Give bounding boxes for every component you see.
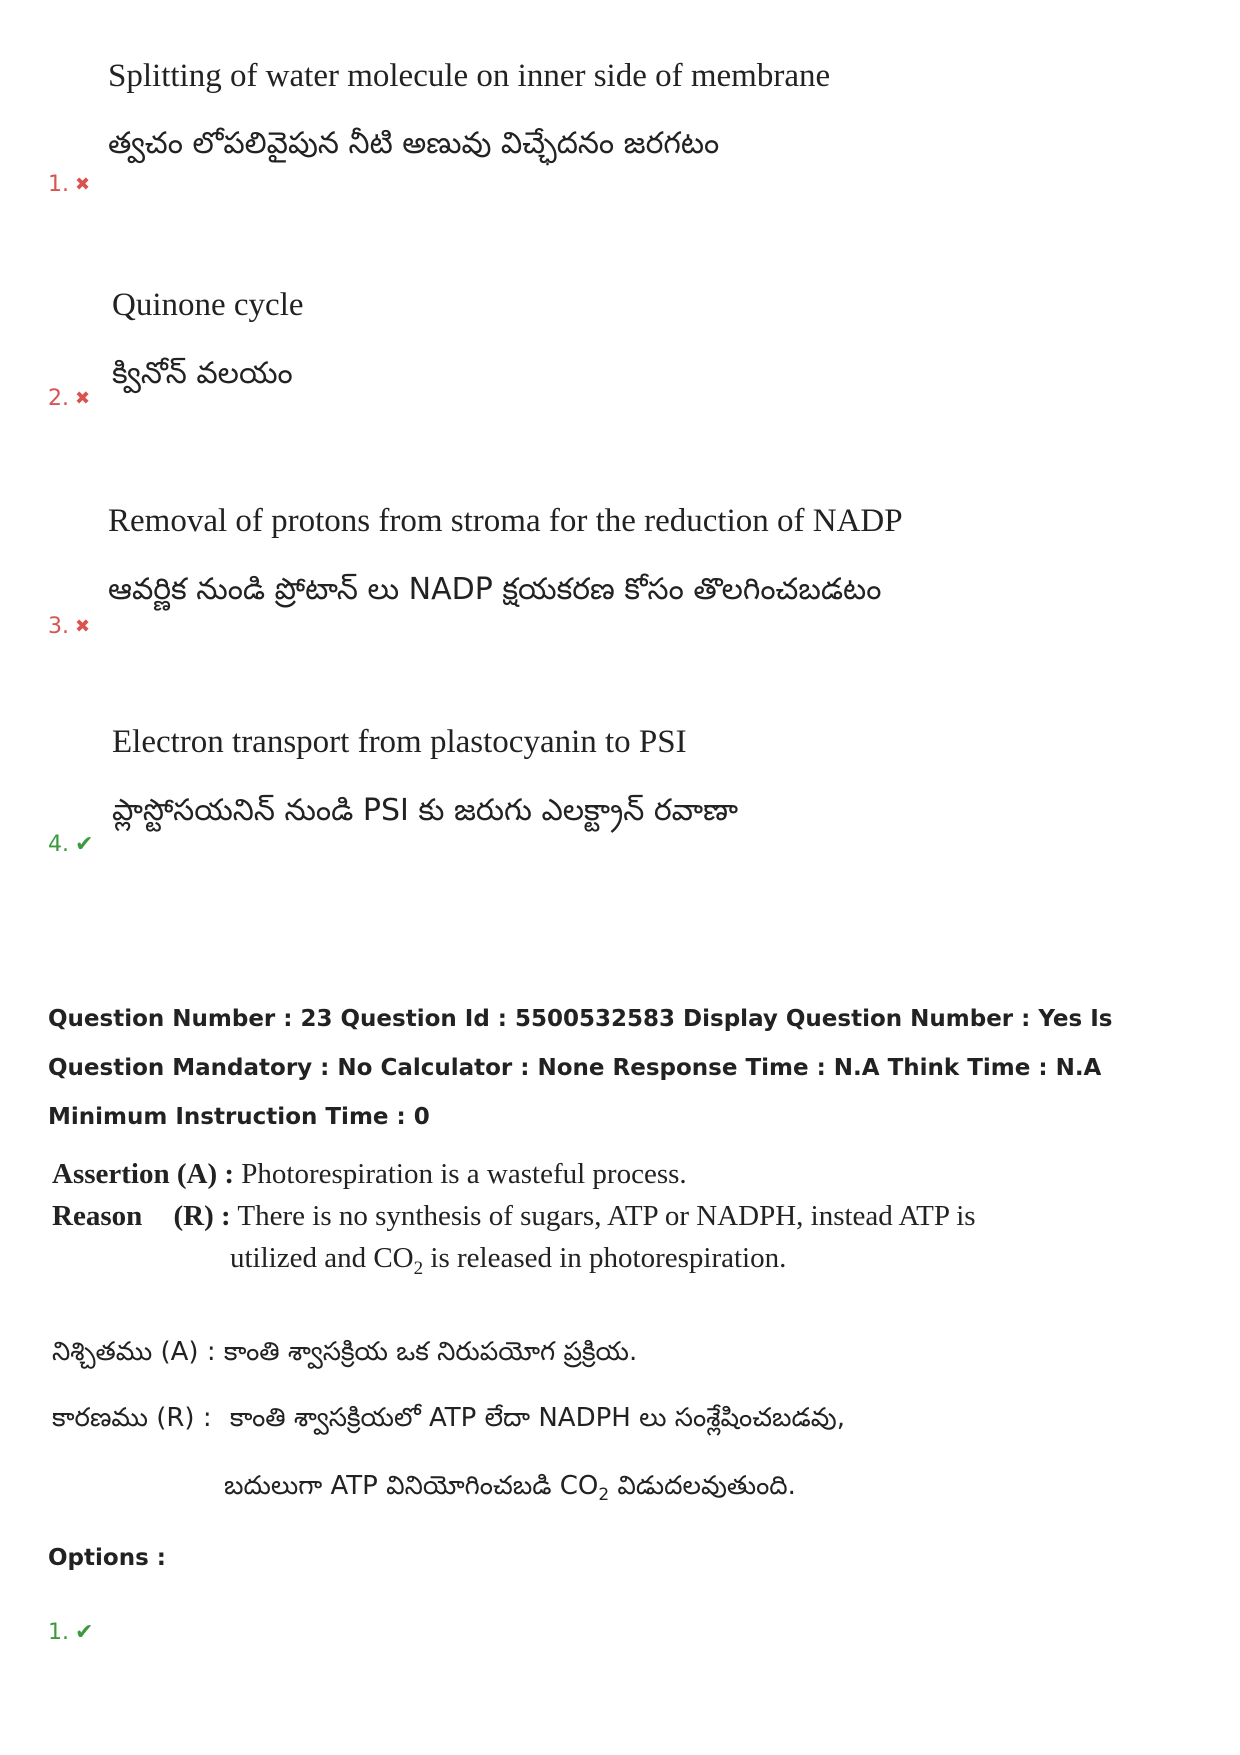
reason-co2-subscript: 2 xyxy=(413,1257,424,1279)
option-1-marker xyxy=(48,172,90,197)
reason-te-co2-subscript: 2 xyxy=(598,1485,610,1506)
option-2-telugu: క్వినోన్ వలయం xyxy=(112,356,293,391)
reason-te xyxy=(52,1403,845,1439)
option-4-marker xyxy=(48,832,93,857)
reason-te-line2-post: విడుదలవుతుంది. xyxy=(609,1471,796,1501)
reason-label-r: (R) : xyxy=(173,1200,231,1232)
check-icon: ✔ xyxy=(75,1620,94,1645)
reason-te-label: కారణము (R) : xyxy=(52,1403,212,1433)
new-option-1-marker xyxy=(48,1620,93,1645)
assertion-te-label: నిశ్చితము (A) : xyxy=(52,1337,216,1367)
cross-icon: ✖ xyxy=(75,616,91,637)
option-4-telugu: ప్లాస్టోసయనిన్ నుండి PSI కు జరుగు ఎలక్ట్రాన్ రవాణా xyxy=(112,793,739,828)
cross-icon: ✖ xyxy=(75,174,91,195)
option-3-number: 3. xyxy=(48,614,69,639)
cross-icon: ✖ xyxy=(75,388,91,409)
options-label: Options : xyxy=(48,1545,166,1571)
reason-te-line1: కాంతి శ్వాసక్రియలో ATP లేదా NADPH లు సంశ్లేషించబడవు, xyxy=(229,1403,845,1433)
option-2-english: Quinone cycle xyxy=(112,287,304,323)
assertion-text: Photorespiration is a wasteful process. xyxy=(241,1158,687,1190)
reason-line2-post: is released in photorespiration. xyxy=(423,1242,787,1274)
reason-te-line2-pre: బదులుగా ATP వినియోగించబడి CO xyxy=(224,1471,599,1501)
option-4-number: 4. xyxy=(48,832,69,857)
assertion-en xyxy=(52,1158,687,1191)
option-3-english: Removal of protons from stroma for the reduction of NADP xyxy=(108,503,903,539)
question-meta: Question Number : 23 Question Id : 5500532583 Display Question Number : Yes Is Question Mandatory : No Calculator : None Response Time : N.A Think Time : N.A Minimum Instruction Time : 0 xyxy=(48,1006,1113,1130)
assertion-te xyxy=(52,1337,637,1373)
reason-label: Reason xyxy=(52,1200,143,1232)
option-3-telugu: ఆవర్ణిక నుండి ప్రోటాన్ లు NADP క్షయకరణ కోసం తొలగించబడటం xyxy=(108,572,882,607)
option-2-number: 2. xyxy=(48,386,69,411)
assertion-label: Assertion (A) : xyxy=(52,1158,235,1190)
reason-te-line2 xyxy=(224,1471,796,1507)
new-option-1-number: 1. xyxy=(48,1620,69,1645)
check-icon: ✔ xyxy=(75,832,94,857)
option-1-telugu: త్వచం లోపలివైపున నీటి అణువు విచ్ఛేదనం జరగటం xyxy=(108,126,720,161)
option-2-marker xyxy=(48,386,90,411)
option-4-english: Electron transport from plastocyanin to PSI xyxy=(112,724,687,760)
reason-en xyxy=(52,1200,976,1233)
reason-line2-pre: utilized and CO xyxy=(230,1242,414,1274)
assertion-te-text: కాంతి శ్వాసక్రియ ఒక నిరుపయోగ ప్రక్రియ. xyxy=(223,1337,638,1367)
reason-en-line2 xyxy=(230,1242,786,1280)
reason-line1: There is no synthesis of sugars, ATP or NADPH, instead ATP is xyxy=(237,1200,976,1232)
option-3-marker xyxy=(48,614,90,639)
option-1-english: Splitting of water molecule on inner side of membrane xyxy=(108,58,831,94)
option-1-number: 1. xyxy=(48,172,69,197)
